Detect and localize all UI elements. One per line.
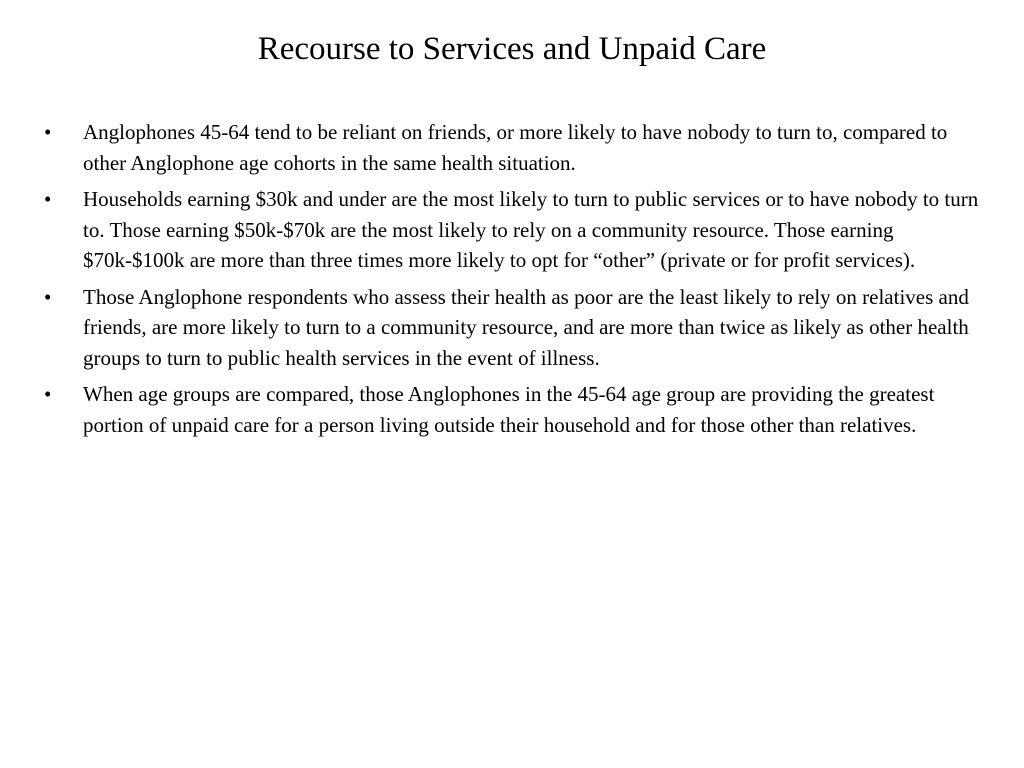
bullet-marker: •: [44, 284, 52, 309]
bullet-text: Households earning $30k and under are the most likely to turn to public services or to have nobody to turn to. Those earning $50k-$70k are the most likely to rely on a community resource. Those earning $70k-$100k are more than three times more likely to opt for “other” (private or for profit services).: [83, 187, 979, 272]
bullet-marker: •: [44, 382, 52, 406]
bullet-item: [44, 184, 988, 276]
bullet-text: Those Anglophone respondents who assess their health as poor are the least likely to rely on relatives and friends, are more likely to turn to a community resource, and are more than twice as likely as other health groups to turn to public health services in the event of illness.: [83, 284, 969, 370]
bullet-text: Anglophones 45-64 tend to be reliant on friends, or more likely to have nobody to turn to, compared to other Anglophone age cohorts in the same health situation.: [83, 120, 948, 175]
bullet-item: [44, 117, 988, 178]
bullet-marker: •: [44, 187, 52, 211]
bullet-item: [44, 282, 988, 374]
bullet-marker: •: [44, 120, 52, 144]
bullet-text: When age groups are compared, those Anglophones in the 45-64 age group are providing the greatest portion of unpaid care for a person living outside their household and for those other than relatives.: [83, 382, 935, 437]
bullet-item: [44, 379, 988, 440]
bullet-list: [44, 117, 988, 446]
slide-title: Recourse to Services and Unpaid Care: [257, 31, 767, 67]
